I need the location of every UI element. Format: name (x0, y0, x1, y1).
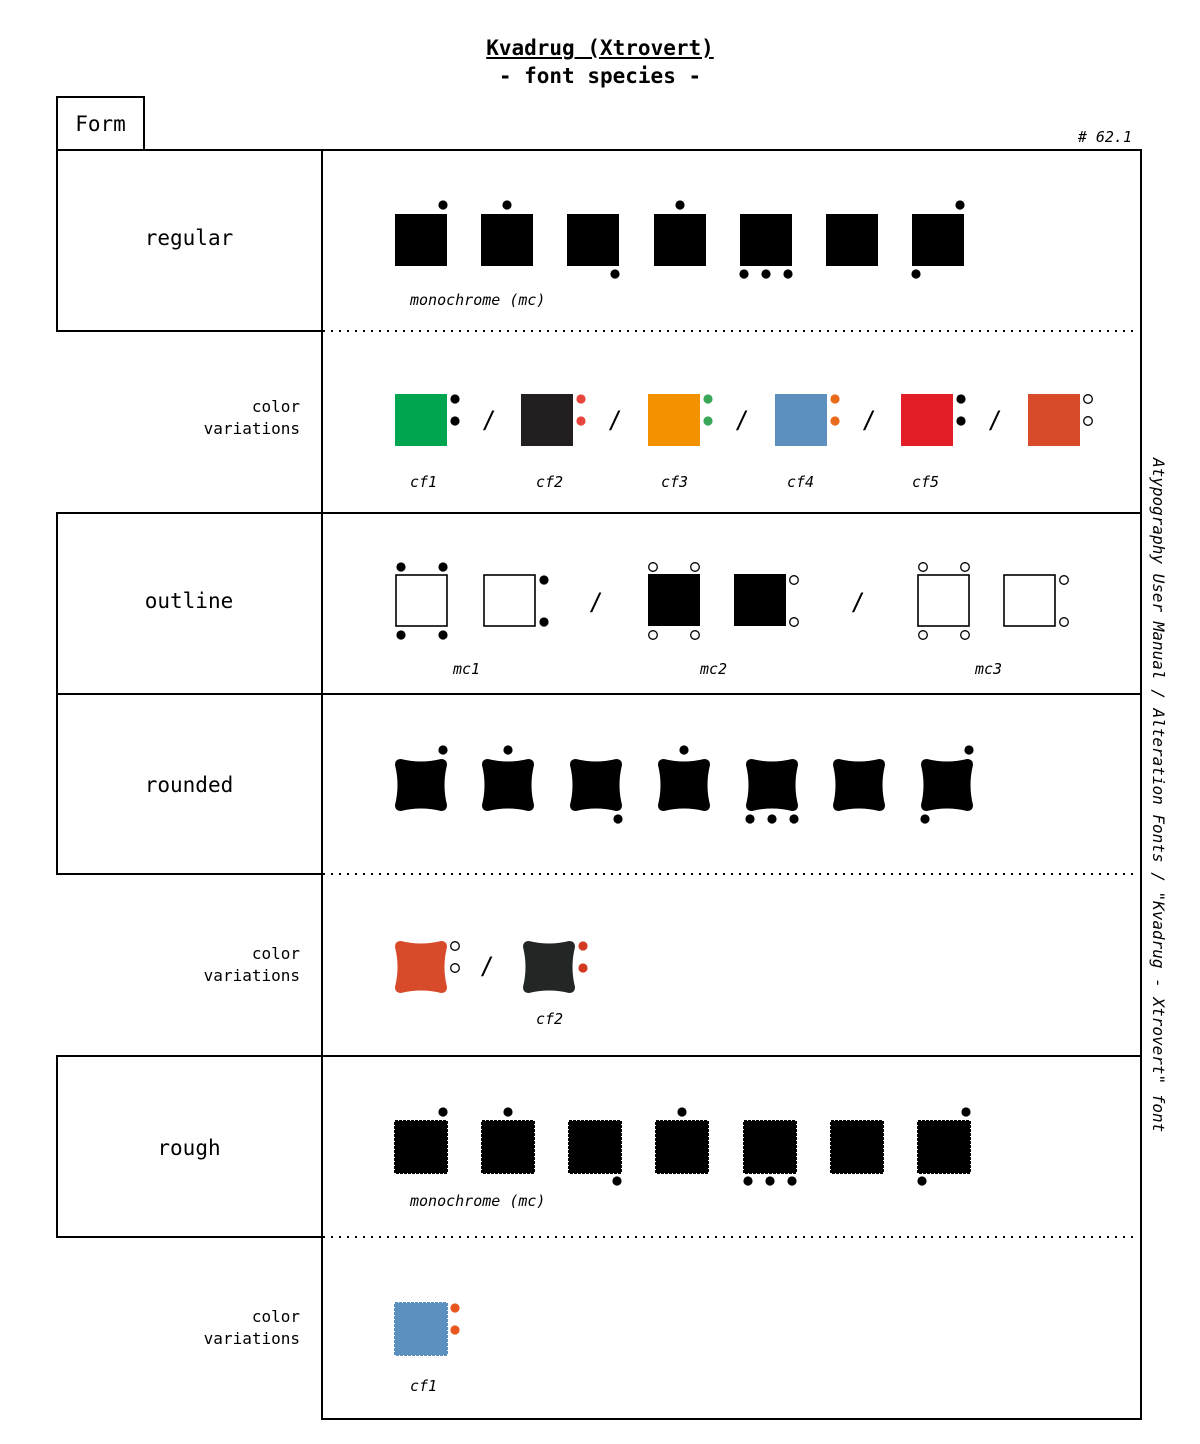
glyph-dot (613, 814, 622, 823)
glyph-dot (761, 269, 770, 278)
caption-cf2: cf2 (536, 473, 564, 491)
glyph-dot (576, 416, 585, 425)
glyph-square (775, 394, 827, 446)
glyph-square (569, 1121, 621, 1173)
glyph-dot (396, 562, 405, 571)
glyph-dot (610, 269, 619, 278)
glyph-dot (438, 745, 447, 754)
row-label-color-variations: color variations (203, 944, 300, 985)
separator-slash: / (481, 406, 497, 434)
form-tab: Form (56, 96, 145, 149)
glyph-dot (438, 630, 447, 639)
separator-slash: / (479, 952, 495, 980)
row-label-color-variations: color variations (203, 1307, 300, 1348)
glyph-dot (790, 618, 799, 627)
glyph-square (648, 394, 700, 446)
glyph-dot (787, 1176, 796, 1185)
page-number: # 62.1 (1077, 128, 1132, 146)
glyph-dot (578, 963, 587, 972)
caption-cf1: cf1 (410, 1377, 438, 1395)
glyph-dot (438, 1107, 447, 1116)
glyph-dot (919, 563, 928, 572)
caption-cf2: cf2 (536, 1010, 564, 1028)
glyph-dot (576, 394, 585, 403)
glyph-dot (919, 631, 928, 640)
glyph-dot (956, 416, 965, 425)
document-subtitle: - font species - (498, 64, 702, 88)
glyph-square (656, 1121, 708, 1173)
glyph-dot (691, 631, 700, 640)
glyph-dot (743, 1176, 752, 1185)
side-caption-text: Atypography User Manual / Alteration Fonts / "Kvadrug - Xtrovert" font (1149, 458, 1168, 1133)
row-label-rounded: rounded (144, 773, 234, 797)
glyph-dot (503, 1107, 512, 1116)
caption-monochrome: monochrome (mc) (410, 1192, 546, 1210)
glyph-dot (830, 416, 839, 425)
glyph-dot (767, 814, 776, 823)
glyph-dot (539, 575, 548, 584)
glyph-dot (830, 394, 839, 403)
glyph-square (912, 214, 964, 266)
glyph-dot (649, 631, 658, 640)
row-label-rough: rough (157, 1136, 221, 1160)
glyph-square (921, 759, 973, 811)
glyph-dot (450, 1325, 459, 1334)
glyph-square (648, 574, 700, 626)
glyph-dot (911, 269, 920, 278)
glyph-square (482, 1121, 534, 1173)
glyph-square (901, 394, 953, 446)
glyph-square (481, 214, 533, 266)
glyph-square (521, 394, 573, 446)
caption-monochrome: monochrome (mc) (410, 291, 546, 309)
glyph-square (744, 1121, 796, 1173)
glyph-dot (438, 200, 447, 209)
glyph-square (395, 941, 447, 993)
glyph-dot (396, 630, 405, 639)
glyph-square (918, 575, 969, 626)
glyph-square (567, 214, 619, 266)
glyph-dot (964, 745, 973, 754)
glyph-square (658, 759, 710, 811)
glyph-square (396, 575, 447, 626)
glyph-dot (956, 394, 965, 403)
glyph-square (918, 1121, 970, 1173)
glyph-dot (1060, 576, 1069, 585)
caption-mc3: mc3 (975, 660, 1003, 678)
separator-slash: / (850, 588, 866, 616)
glyph-square (654, 214, 706, 266)
glyph-dot (1084, 417, 1093, 426)
glyph-dot (703, 416, 712, 425)
glyph-square (1004, 575, 1055, 626)
glyph-square (740, 214, 792, 266)
glyph-square (833, 759, 885, 811)
glyph-square (395, 394, 447, 446)
caption-cf3: cf3 (661, 473, 689, 491)
glyph-dot (450, 416, 459, 425)
glyph-square (395, 1303, 447, 1355)
glyph-dot (691, 563, 700, 572)
caption-cf4: cf4 (787, 473, 815, 491)
glyph-square (734, 574, 786, 626)
glyph-square (482, 759, 534, 811)
row-label-color-variations: color variations (203, 397, 300, 438)
glyph-dot (739, 269, 748, 278)
glyph-dot (783, 269, 792, 278)
glyph-dot (917, 1176, 926, 1185)
glyph-dot (677, 1107, 686, 1116)
glyph-dot (920, 814, 929, 823)
separator-slash: / (734, 406, 750, 434)
glyph-dot (502, 200, 511, 209)
glyph-dot (578, 941, 587, 950)
glyph-square (523, 941, 575, 993)
glyph-dot (450, 394, 459, 403)
glyph-dot (703, 394, 712, 403)
glyph-dot (450, 1303, 459, 1312)
glyph-square (826, 214, 878, 266)
glyph-dot (612, 1176, 621, 1185)
caption-cf1: cf1 (410, 473, 438, 491)
glyph-dot (955, 200, 964, 209)
glyph-dot (438, 562, 447, 571)
glyph-dot (679, 745, 688, 754)
glyph-dot (675, 200, 684, 209)
glyph-dot (451, 964, 460, 973)
separator-slash: / (588, 588, 604, 616)
glyph-dot (1060, 618, 1069, 627)
glyph-dot (451, 942, 460, 951)
glyph-dot (503, 745, 512, 754)
glyph-dot (961, 1107, 970, 1116)
separator-slash: / (861, 406, 877, 434)
glyph-square (746, 759, 798, 811)
row-label-regular: regular (144, 226, 234, 250)
caption-cf5: cf5 (912, 473, 940, 491)
row-label-outline: outline (144, 589, 234, 613)
separator-slash: / (987, 406, 1003, 434)
glyph-dot (961, 563, 970, 572)
glyph-dot (790, 576, 799, 585)
glyph-square (570, 759, 622, 811)
glyph-dot (961, 631, 970, 640)
glyph-square (831, 1121, 883, 1173)
glyph-dot (1084, 395, 1093, 404)
glyph-square (395, 1121, 447, 1173)
glyph-dot (539, 617, 548, 626)
document-title: Kvadrug (Xtrovert) (486, 36, 714, 60)
separator-slash: / (607, 406, 623, 434)
glyph-square (484, 575, 535, 626)
glyph-dot (765, 1176, 774, 1185)
caption-mc1: mc1 (453, 660, 481, 678)
glyph-dot (789, 814, 798, 823)
glyph-square (395, 214, 447, 266)
glyph-dot (649, 563, 658, 572)
caption-mc2: mc2 (700, 660, 728, 678)
glyph-square (1028, 394, 1080, 446)
glyph-dot (745, 814, 754, 823)
side-caption (1143, 458, 1173, 1178)
glyph-square (395, 759, 447, 811)
